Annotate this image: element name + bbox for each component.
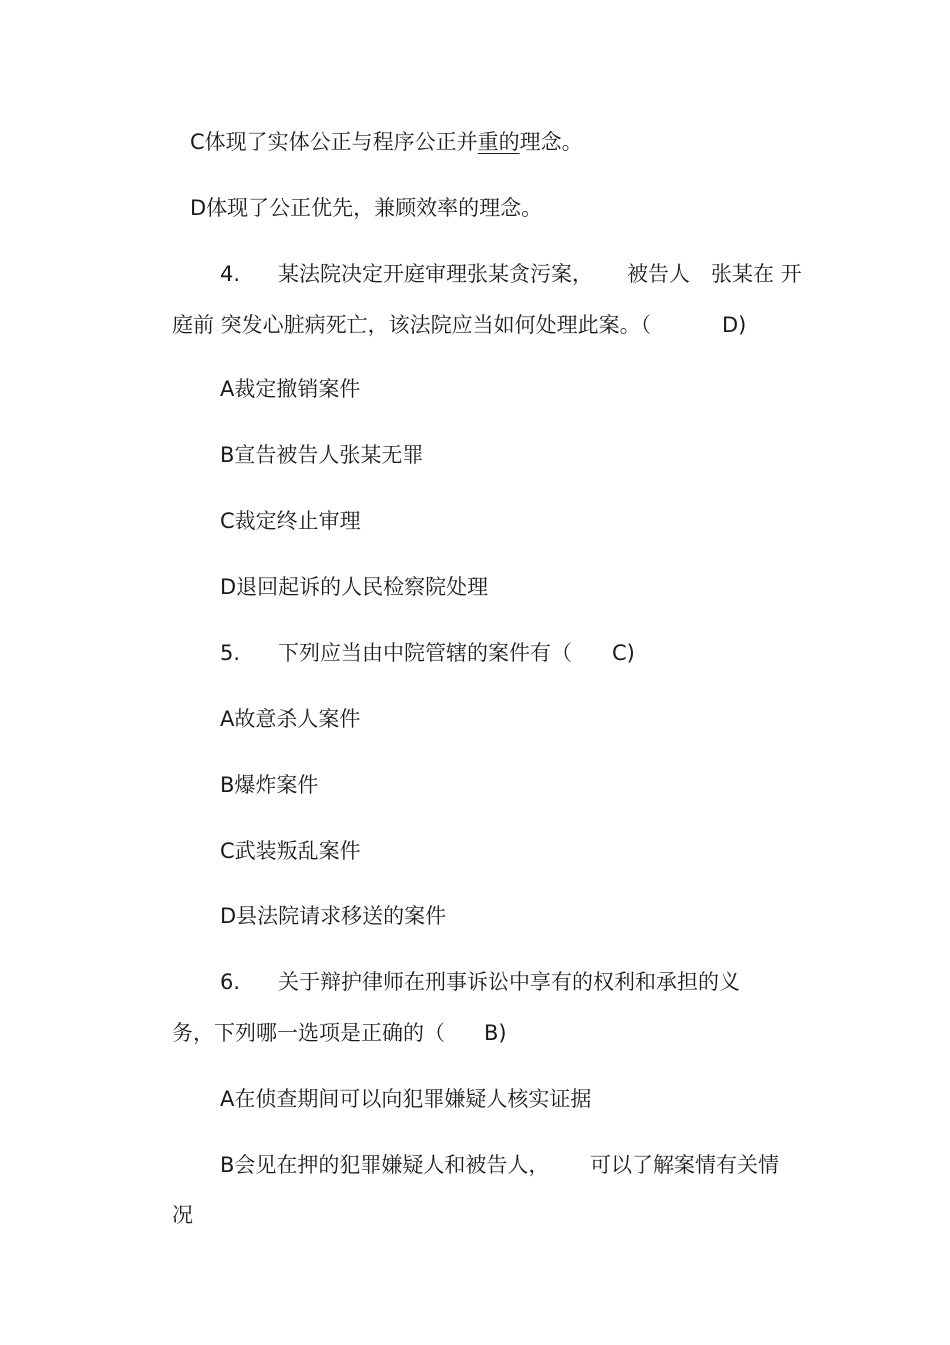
question-5-text: 下列应当由中院管辖的案件有（ (278, 641, 572, 665)
question-4-option-a: A裁定撤销案件 (220, 377, 361, 401)
question-4-option-b: B宣告被告人张某无罪 (220, 443, 424, 467)
question-6-option-b-cont: 可以了解案情有关情 (590, 1153, 779, 1177)
question-5-option-b: B爆炸案件 (220, 773, 319, 797)
question-4-option-d: D退回起诉的人民检察院处理 (220, 575, 489, 599)
underlined-text: 重的 (477, 130, 520, 154)
question-5-option-a: A故意杀人案件 (220, 707, 361, 731)
option-c-text: C体现了实体公正与程序公正并 (190, 130, 478, 154)
question-6-option-b-wrap: 况 (172, 1203, 193, 1227)
option-d-line: D体现了公正优先，兼顾效率的理念。 (190, 196, 543, 220)
question-4-text-part3: 张某在 开 (711, 262, 802, 286)
question-4-number: 4. (220, 262, 241, 286)
question-6-option-b: B会见在押的犯罪嫌疑人和被告人， (220, 1153, 550, 1177)
question-6-option-a: A在侦查期间可以向犯罪嫌疑人核实证据 (220, 1087, 592, 1111)
option-c-line (190, 128, 583, 156)
question-4-text: 某法院决定开庭审理张某贪污案， (278, 262, 593, 286)
question-4-text-part2: 被告人 (627, 262, 690, 286)
question-6-line2: 务，下列哪一选项是正确的（ (172, 1021, 445, 1045)
question-4-line2: 庭前 突发心脏病死亡，该法院应当如何处理此案。（ (172, 313, 652, 337)
question-5-number: 5. (220, 641, 241, 665)
question-4-option-c: C裁定终止审理 (220, 509, 361, 533)
question-6-text: 关于辩护律师在刑事诉讼中享有的权利和承担的义 (278, 970, 740, 994)
question-6-number: 6. (220, 970, 241, 994)
question-5-option-d: D县法院请求移送的案件 (220, 904, 447, 928)
option-c-text-end: 理念。 (519, 130, 583, 154)
question-4-answer: D) (722, 313, 747, 337)
question-5-answer: C) (612, 641, 635, 665)
question-5-option-c: C武装叛乱案件 (220, 839, 361, 863)
question-6-answer: B) (484, 1021, 507, 1045)
